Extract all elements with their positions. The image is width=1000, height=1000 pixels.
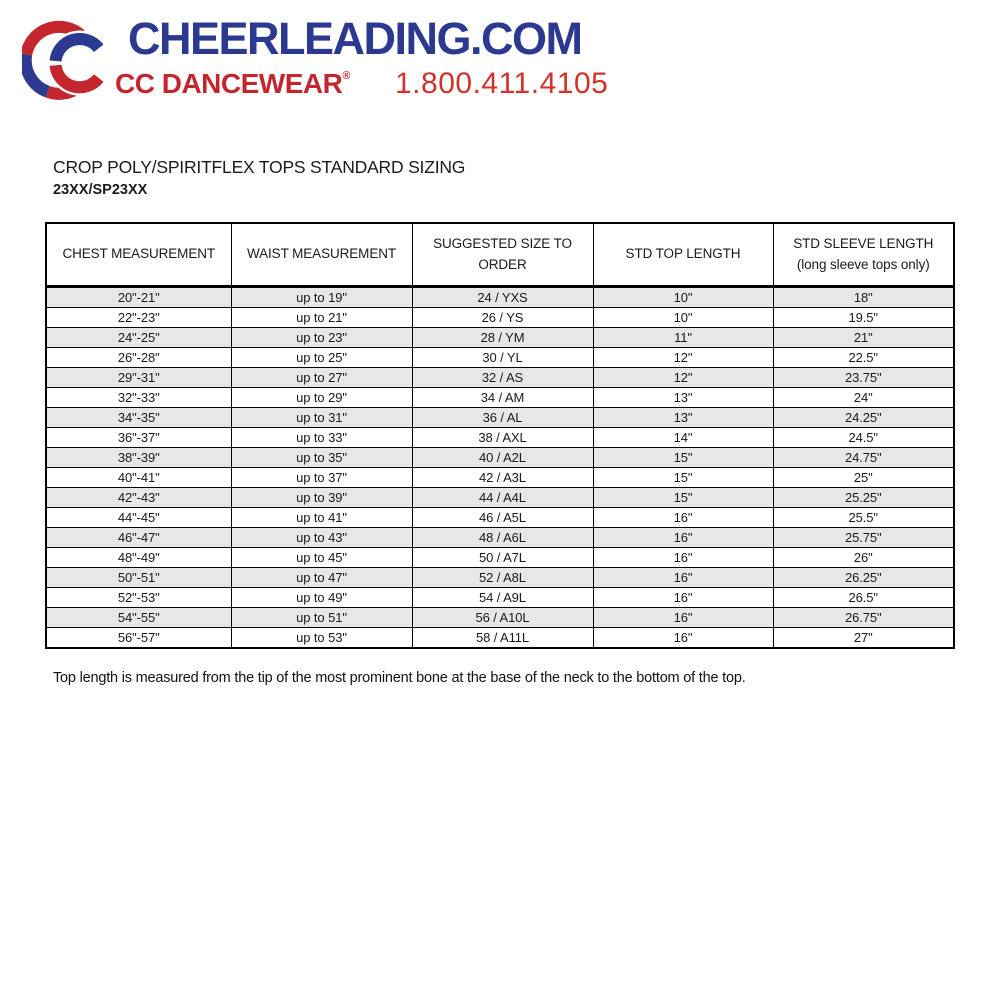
table-cell: 10" xyxy=(593,286,773,307)
table-cell: 14" xyxy=(593,427,773,447)
column-header: STD TOP LENGTH xyxy=(593,223,773,286)
table-cell: 15" xyxy=(593,447,773,467)
column-header: STD SLEEVE LENGTH (long sleeve tops only) xyxy=(773,223,954,286)
table-cell: 32 / AS xyxy=(412,367,593,387)
table-cell: 26"-28" xyxy=(46,347,231,367)
table-cell: 16" xyxy=(593,627,773,648)
table-cell: up to 21" xyxy=(231,307,412,327)
table-row xyxy=(46,407,954,427)
table-cell: 58 / A11L xyxy=(412,627,593,648)
table-cell: 24" xyxy=(773,387,954,407)
table-cell: 25.5" xyxy=(773,507,954,527)
table-cell: 54"-55" xyxy=(46,607,231,627)
table-cell: 46"-47" xyxy=(46,527,231,547)
table-row xyxy=(46,387,954,407)
table-cell: 38"-39" xyxy=(46,447,231,467)
table-row xyxy=(46,467,954,487)
table-cell: 48 / A6L xyxy=(412,527,593,547)
table-cell: 16" xyxy=(593,567,773,587)
table-cell: 13" xyxy=(593,387,773,407)
table-cell: 36"-37" xyxy=(46,427,231,447)
table-cell: 13" xyxy=(593,407,773,427)
table-cell: 38 / AXL xyxy=(412,427,593,447)
table-cell: 26.75" xyxy=(773,607,954,627)
table-row xyxy=(46,607,954,627)
sizing-table xyxy=(45,222,955,649)
table-cell: 24"-25" xyxy=(46,327,231,347)
cc-dancewear-logo-icon xyxy=(22,12,115,105)
table-cell: 54 / A9L xyxy=(412,587,593,607)
table-cell: up to 47" xyxy=(231,567,412,587)
style-number: 23XX/SP23XX xyxy=(53,182,148,198)
table-row xyxy=(46,447,954,467)
table-cell: 50"-51" xyxy=(46,567,231,587)
table-cell: 50 / A7L xyxy=(412,547,593,567)
table-cell: up to 19" xyxy=(231,286,412,307)
table-cell: 24.25" xyxy=(773,407,954,427)
table-cell: up to 53" xyxy=(231,627,412,648)
table-cell: 15" xyxy=(593,467,773,487)
footnote: Top length is measured from the tip of the most prominent bone at the base of the neck to the bottom of the top. xyxy=(53,670,746,686)
table-cell: 42"-43" xyxy=(46,487,231,507)
column-header: WAIST MEASUREMENT xyxy=(231,223,412,286)
table-body xyxy=(46,286,954,648)
sub-brand-name xyxy=(115,70,350,98)
table-cell: 46 / A5L xyxy=(412,507,593,527)
table-cell: 16" xyxy=(593,527,773,547)
table-cell: 21" xyxy=(773,327,954,347)
table-header xyxy=(46,223,954,286)
table-cell: up to 39" xyxy=(231,487,412,507)
table-cell: 15" xyxy=(593,487,773,507)
phone-number: 1.800.411.4105 xyxy=(395,67,609,100)
table-cell: up to 41" xyxy=(231,507,412,527)
table-cell: 44 / A4L xyxy=(412,487,593,507)
table-cell: up to 35" xyxy=(231,447,412,467)
table-cell: 12" xyxy=(593,347,773,367)
header-row xyxy=(46,223,954,286)
table-cell: 24.75" xyxy=(773,447,954,467)
table-cell: 24.5" xyxy=(773,427,954,447)
table-cell: 30 / YL xyxy=(412,347,593,367)
registered-trademark-symbol: ® xyxy=(342,70,350,82)
table-cell: 56 / A10L xyxy=(412,607,593,627)
table-cell: 24 / YXS xyxy=(412,286,593,307)
sub-brand-text: CC DANCEWEAR xyxy=(115,68,343,99)
table-row xyxy=(46,286,954,307)
page-title: CROP POLY/SPIRITFLEX TOPS STANDARD SIZING xyxy=(53,157,466,177)
table-cell: 27" xyxy=(773,627,954,648)
table-row xyxy=(46,487,954,507)
table-cell: 26 / YS xyxy=(412,307,593,327)
table-cell: 16" xyxy=(593,607,773,627)
table-cell: up to 31" xyxy=(231,407,412,427)
table-cell: 36 / AL xyxy=(412,407,593,427)
table-cell: up to 27" xyxy=(231,367,412,387)
table-cell: 28 / YM xyxy=(412,327,593,347)
table-cell: 25" xyxy=(773,467,954,487)
table-cell: 16" xyxy=(593,587,773,607)
table-cell: 32"-33" xyxy=(46,387,231,407)
table-cell: 16" xyxy=(593,547,773,567)
table-cell: 52 / A8L xyxy=(412,567,593,587)
table-cell: 40"-41" xyxy=(46,467,231,487)
table-cell: 22.5" xyxy=(773,347,954,367)
table-cell: up to 43" xyxy=(231,527,412,547)
table-cell: 52"-53" xyxy=(46,587,231,607)
brand-name: CHEERLEADING.COM xyxy=(128,13,582,64)
table-cell: 29"-31" xyxy=(46,367,231,387)
table-row xyxy=(46,567,954,587)
table-cell: 34 / AM xyxy=(412,387,593,407)
column-header: SUGGESTED SIZE TO ORDER xyxy=(412,223,593,286)
table-cell: 44"-45" xyxy=(46,507,231,527)
table-cell: 19.5" xyxy=(773,307,954,327)
table-cell: 26.25" xyxy=(773,567,954,587)
table-row xyxy=(46,587,954,607)
table-cell: 25.25" xyxy=(773,487,954,507)
table-cell: up to 49" xyxy=(231,587,412,607)
table-cell: 16" xyxy=(593,507,773,527)
table-row xyxy=(46,527,954,547)
table-cell: up to 33" xyxy=(231,427,412,447)
table-cell: 26" xyxy=(773,547,954,567)
table-row xyxy=(46,307,954,327)
table-cell: 12" xyxy=(593,367,773,387)
table-cell: up to 45" xyxy=(231,547,412,567)
column-header: CHEST MEASUREMENT xyxy=(46,223,231,286)
table-cell: 10" xyxy=(593,307,773,327)
table-cell: 34"-35" xyxy=(46,407,231,427)
table-cell: up to 51" xyxy=(231,607,412,627)
table-row xyxy=(46,507,954,527)
table-row xyxy=(46,547,954,567)
table-cell: 40 / A2L xyxy=(412,447,593,467)
table-cell: 20"-21" xyxy=(46,286,231,307)
table-cell: 42 / A3L xyxy=(412,467,593,487)
table-cell: up to 37" xyxy=(231,467,412,487)
sizing-table-container xyxy=(45,222,953,649)
table-cell: 11" xyxy=(593,327,773,347)
table-cell: 18" xyxy=(773,286,954,307)
table-cell: up to 23" xyxy=(231,327,412,347)
table-row xyxy=(46,327,954,347)
table-cell: 48"-49" xyxy=(46,547,231,567)
table-cell: 56"-57" xyxy=(46,627,231,648)
table-cell: 22"-23" xyxy=(46,307,231,327)
table-row xyxy=(46,427,954,447)
table-cell: up to 29" xyxy=(231,387,412,407)
table-cell: 23.75" xyxy=(773,367,954,387)
table-cell: up to 25" xyxy=(231,347,412,367)
table-cell: 26.5" xyxy=(773,587,954,607)
table-row xyxy=(46,627,954,648)
table-row xyxy=(46,347,954,367)
table-row xyxy=(46,367,954,387)
table-cell: 25.75" xyxy=(773,527,954,547)
